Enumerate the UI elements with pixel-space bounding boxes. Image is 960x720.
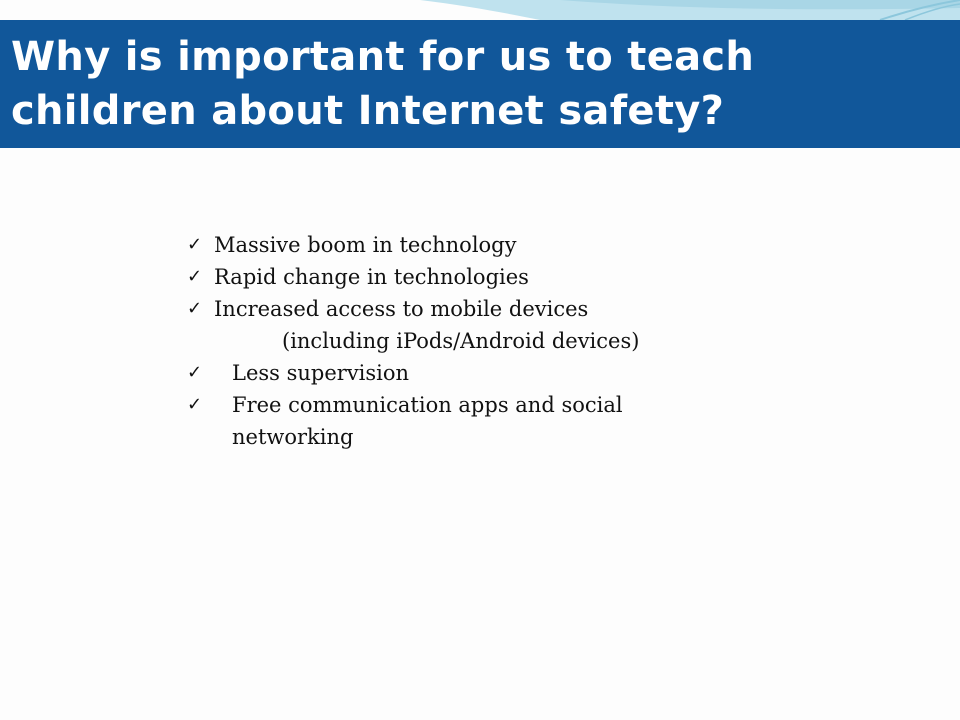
bullet-text: Massive boom in technology: [214, 233, 517, 257]
list-item: [187, 261, 747, 293]
list-item: [187, 293, 747, 357]
bullet-list: [187, 229, 747, 453]
bullet-text: Increased access to mobile devices: [214, 297, 589, 321]
bullet-text: Rapid change in technologies: [214, 265, 529, 289]
top-wave-decoration: [0, 0, 960, 20]
slide-title: Why is important for us to teach children about Internet safety?: [11, 34, 755, 134]
checkmark-icon: ✓: [187, 362, 203, 383]
list-item: [187, 229, 747, 261]
bullet-text: Free communication apps and social networking: [232, 393, 623, 449]
checkmark-icon: ✓: [187, 266, 203, 287]
checkmark-icon: ✓: [187, 394, 203, 415]
bullet-text: Less supervision: [232, 361, 410, 385]
list-item: [187, 357, 747, 389]
list-item: [187, 389, 747, 453]
checkmark-icon: ✓: [187, 298, 203, 319]
checkmark-icon: ✓: [187, 234, 203, 255]
bullet-subtext: (including iPods/Android devices): [282, 329, 640, 353]
